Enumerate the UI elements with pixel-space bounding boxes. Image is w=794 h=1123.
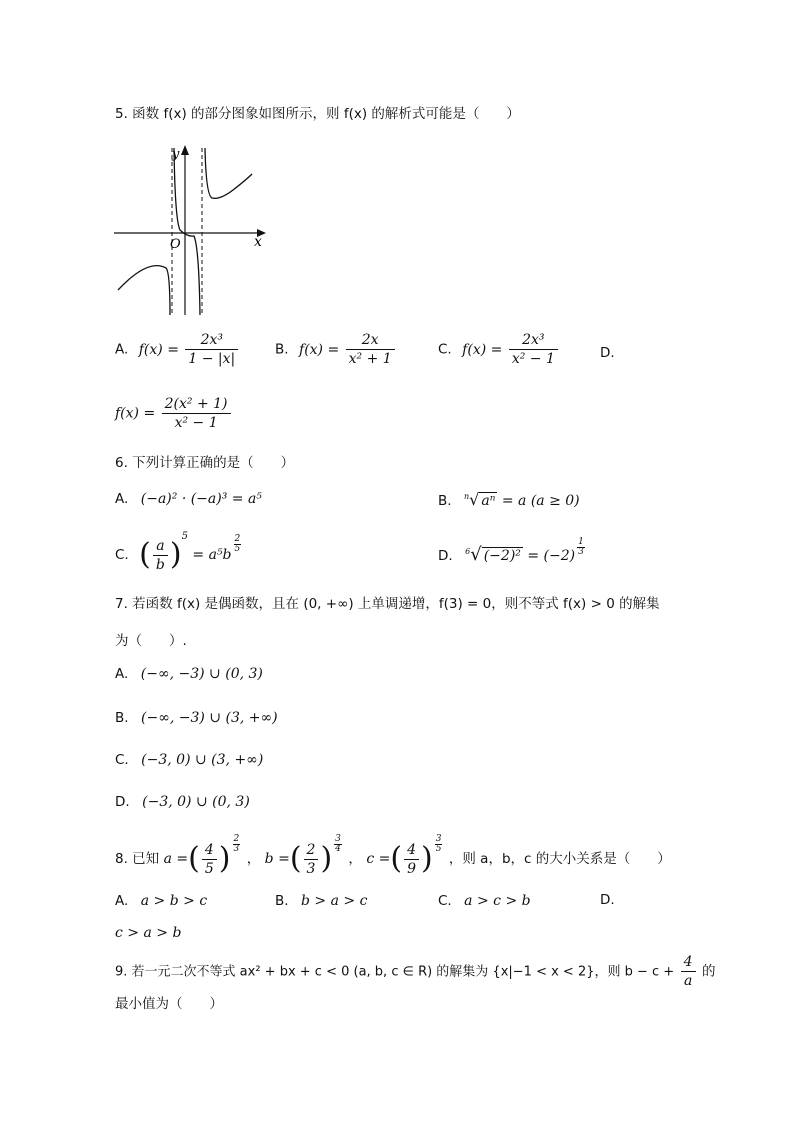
q5-function-graph: [108, 140, 288, 330]
q5-option-b: B. f(x) = $\frac{2x}{\text{x² + 1}}$: [275, 333, 397, 366]
q5-option-a: A. f(x) = $\frac{\text{2x³}}{1 - |x|}$: [115, 333, 240, 366]
graph-origin-label: O: [170, 237, 181, 252]
q6-option-a: A. (−a)² · (−a)³ = a⁵: [115, 491, 262, 507]
graph-x-label: x: [254, 234, 262, 250]
q7-option-a: A. (−∞, −3) ∪ (0, 3): [115, 666, 263, 682]
q8-stem: 8. 已知 a =( $\frac{4}{5}$ ) $^{\frac{2}{3}}$ ， b =( $\frac{2}{3}$ ) $^{\frac{3}{4}}$ ， c =( $\frac{4}{9}$ ) $^{\frac{3}{5}}$ ，则 a，b，c 的大小关系是（ ）: [115, 834, 671, 877]
q7-stem-line1: 7. 若函数 f(x) 是偶函数，且在 (0, +∞) 上单调递增，f(3) = 0，则不等式 f(x) > 0 的解集: [115, 596, 660, 612]
q6-option-d: D. $^6$√ (−2)² = (−2) $^{\frac{1}{3}}$: [438, 537, 584, 565]
q9-stem-line2: 最小值为（ ）: [115, 996, 223, 1012]
q5-option-d-letter: D.: [600, 345, 615, 361]
q5-stem: 5. 函数 f(x) 的部分图象如图所示，则 f(x) 的解析式可能是（ ）: [115, 106, 520, 122]
q7-option-b: B. (−∞, −3) ∪ (3, +∞): [115, 710, 278, 726]
q7-option-d: D. (−3, 0) ∪ (0, 3): [115, 794, 250, 810]
q6-stem: 6. 下列计算正确的是（ ）: [115, 455, 295, 471]
q9-stem-line1: 9. 若一元二次不等式 ax² + bx + c < 0 (a, b, c ∈ R) 的解集为 {x|−1 < x < 2}，则 b − c + $\frac{4}{a}$ 的: [115, 954, 716, 989]
q7-option-c: C. (−3, 0) ∪ (3, +∞): [115, 752, 264, 768]
q6-option-c: C. ( $\frac{a}{b}$ )$^5$ = a⁵b $^{\frac{2}{5}}$: [115, 531, 241, 573]
graph-y-label: y: [172, 147, 180, 162]
q8-option-b: B. b > a > c: [275, 893, 368, 909]
q7-stem-line2: 为（ ）.: [115, 633, 187, 649]
q5-option-c: C. f(x) = $\frac{\text{2x³}}{\text{x² − 1}}$: [438, 333, 560, 366]
q8-option-d-letter: D.: [600, 892, 615, 908]
q6-option-b: B. $^n$√ aⁿ = a (a ≥ 0): [438, 490, 580, 509]
q8-option-a: A. a > b > c: [115, 893, 208, 909]
q5-option-d: f(x) = $\frac{\text{2(x² + 1)}}{\text{x² − 1}}$: [115, 397, 233, 430]
q8-option-d: c > a > b: [115, 925, 182, 941]
q8-option-c: C. a > c > b: [438, 893, 531, 909]
